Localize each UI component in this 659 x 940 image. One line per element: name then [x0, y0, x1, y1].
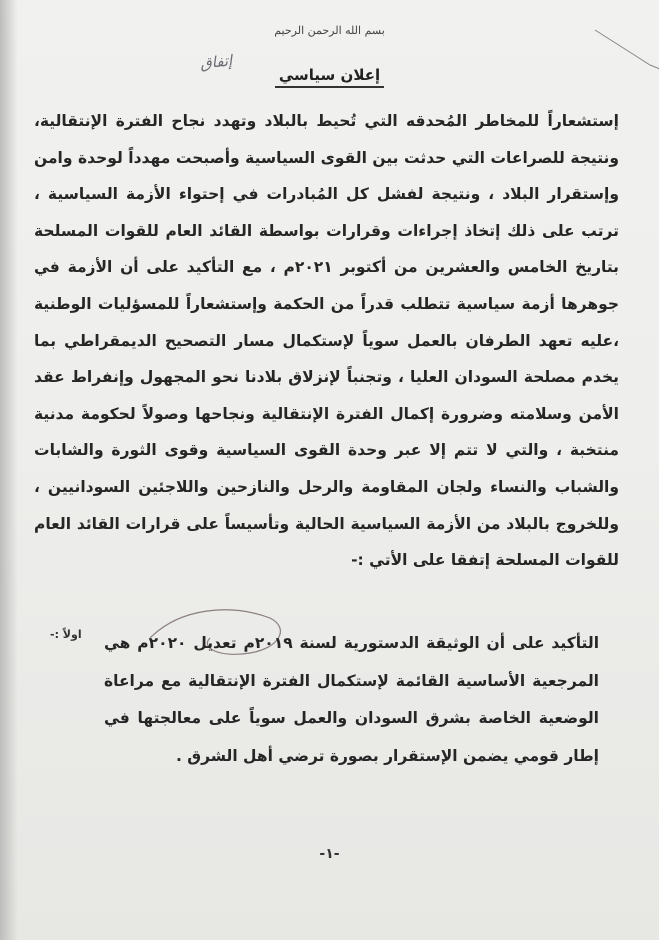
item-text: التأكيد على أن الوثيقة الدستورية لسنة ٢٠١٩م تعديل ٢٠٢٠م هي المرجعية الأساسية القائمة لإستكمال الفترة الإنتقالية مع مراعاة الوضعية الخاصة بشرق السودان والعمل سوياً على معالجتها في إطار قومي يضمن الإستقرار بصورة ترضي أهل الشرق . [104, 634, 600, 765]
document-title-text: إعلان سياسي [275, 66, 384, 88]
item-label: اولاً :- [50, 628, 82, 641]
handwritten-note: إتفاق [199, 51, 233, 73]
basmala-header: بسم الله الرحمن الرحيم [274, 24, 385, 37]
page-number: -١- [319, 846, 340, 862]
preamble-paragraph: إستشعاراً للمخاطر المُحدقه التي تُحيط بالبلاد وتهدد نجاح الفترة الإنتقالية، ونتيجة للصراعات التي حدثت بين القوى السياسية وأصبحت مهدداً لوحدة وامن وإستقرار البلاد ، ونتيجة لفشل كل المُبادرات في إحتواء الأزمة السياسية ، ترتب على ذلك إتخاذ إجراءات وقرارات بواسطة القائد العام للقوات المسلحة بتاريخ الخامس والعشرين من أكتوبر ٢٠٢١م ، مع التأكيد على أن الأزمة في جوهرها أزمة سياسية تتطلب قدراً من الحكمة وإستشعاراً للمسؤليات الوطنية ،عليه تعهد الطرفان بالعمل سوياً لإستكمال مسار التصحيح الديمقراطي بما يخدم مصلحة السودان العليا ، وتجنباً لإنزلاق بلادنا نحو المجهول وإنفراط عقد الأمن وسلامته وضرورة إكمال الفترة الإنتقالية ونجاحها وصولاً لحكومة مدنية منتخبة ، والتي لا تتم إلا عبر وحدة القوى السياسية وقوى الثورة والشابات والشباب والنساء ولجان المقاومة والرحل والنازحين واللاجئين السودانيين ، وللخروج بالبلاد من الأزمة السياسية الحالية وتأسيساً على قرارات القائد العام للقوات المسلحة إتفقا على الأتي :- [34, 112, 619, 570]
page-edge-shadow [0, 0, 18, 940]
document-title [0, 66, 659, 84]
